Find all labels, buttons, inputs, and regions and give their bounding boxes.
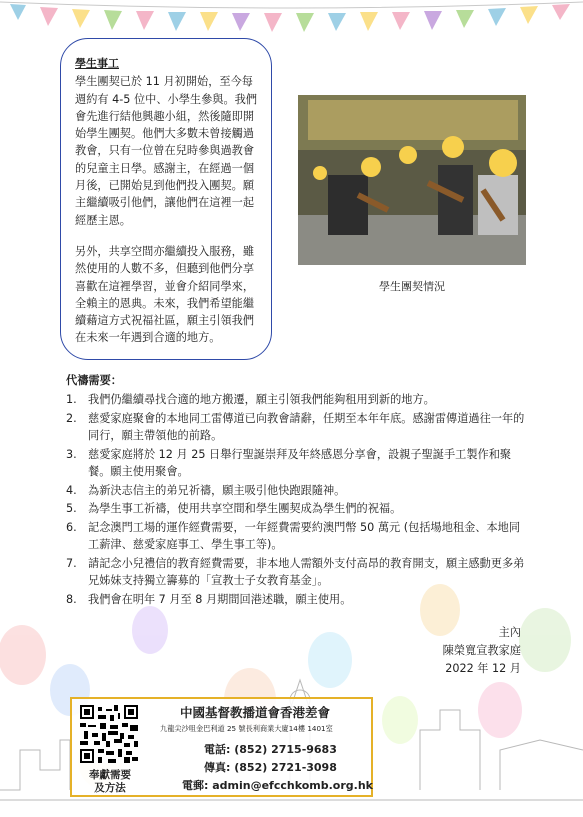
item-number: 1. <box>66 393 77 406</box>
organization-name: 中國基督教播道會香港差會 <box>180 705 331 720</box>
bunting-decoration <box>0 0 583 40</box>
item-text: 為學生事工祈禱，使用共享空間和學生團契成為學生們的祝福。 <box>88 502 402 515</box>
list-item <box>66 391 526 409</box>
item-number: 5. <box>66 502 77 515</box>
item-number: 8. <box>66 592 77 606</box>
phone-number: 電話: (852) 2715-9683 <box>204 743 337 756</box>
list-item <box>66 555 526 590</box>
signature-salutation: 主內 <box>498 626 521 639</box>
contact-box <box>70 697 373 797</box>
organization-address: 九龍尖沙咀金巴利道 25 號長利商業大廈14樓 1401室 <box>160 724 333 733</box>
list-item <box>66 591 526 609</box>
email-address[interactable]: 電郵: admin@efcchkomb.org.hk <box>182 779 373 792</box>
student-fellowship-photo <box>298 95 526 265</box>
item-text: 為新決志信主的弟兄祈禱，願主吸引他快跑跟隨神。 <box>88 483 346 497</box>
item-number: 6. <box>66 520 77 534</box>
prayer-list <box>66 391 526 608</box>
list-item <box>66 482 526 500</box>
donation-label-line-1: 奉獻需要 <box>89 769 131 781</box>
student-ministry-paragraph-1: 學生團契已於 11 月初開始，至今每週約有 4-5 位中、小學生參與。我們會先進行結他興趣小組，然後隨即開始學生團契。他們大多數未曾接觸過教會，只有一位曾在兒時參與過教會的兒童主日學。感謝主，在經過一個月後，已開始見到他們投入團契。願主繼續吸引他們，讓他們在這裡一起經歷主恩。 <box>75 75 258 227</box>
student-ministry-title: 學生事工 <box>75 57 119 70</box>
item-text: 慈愛家庭聚會的本地同工雷傳道已向教會請辭，任期至本年年底。感謝雷傳道過往一年的同行，願主帶領他的前路。 <box>88 411 525 442</box>
item-number: 4. <box>66 483 77 497</box>
signature-date: 2022 年 12 月 <box>445 662 521 675</box>
qr-code-icon[interactable] <box>80 705 138 763</box>
prayer-title: 代禱需要： <box>66 374 122 387</box>
prayer-requests <box>66 372 526 609</box>
signature-name: 陳榮寬宣教家庭 <box>442 644 521 657</box>
item-text: 慈愛家庭將於 12 月 25 日舉行聖誕崇拜及年終感恩分享會，設親子聖誕手工製作和聚餐。願主使用聚會。 <box>88 447 512 478</box>
student-ministry-paragraph-2: 另外，共享空間亦繼續投入服務，雖然使用的人數不多，但聽到他們分享喜歡在這裡學習，並會介紹同學來，全賴主的恩典。未來，我們希望能繼續藉這方式祝福社區，願主引領我們在未來一年遇到合適的地方。 <box>75 244 255 345</box>
list-item <box>66 410 526 445</box>
donation-label[interactable] <box>76 769 144 795</box>
item-number: 2. <box>66 411 77 425</box>
item-text: 請記念小兒禮信的教育經費需要，非本地人需額外支付高昂的教育開支，願主感動更多弟兄姊妹支持獨立籌募的「宣教士子女教育基金」。 <box>88 556 525 587</box>
student-ministry-box <box>60 38 272 360</box>
item-text: 我們會在明年 7 月至 8 月期間回港述職，願主使用。 <box>88 592 352 606</box>
fax-number: 傳真: (852) 2721-3098 <box>204 761 337 774</box>
list-item <box>66 500 526 518</box>
item-number: 7. <box>66 556 77 570</box>
photo-caption: 學生團契情況 <box>379 280 445 293</box>
item-text: 記念澳門工場的運作經費需要，一年經費需要約澳門幣 50 萬元 (包括場地租金、本地同工薪津、慈愛家庭事工、學生事工等)。 <box>88 520 521 551</box>
item-number: 3. <box>66 447 77 461</box>
item-text: 我們仍繼續尋找合適的地方搬遷，願主引領我們能夠租用到新的地方。 <box>88 393 435 406</box>
signature-block <box>443 624 521 678</box>
donation-label-line-2: 及方法 <box>94 782 126 794</box>
list-item <box>66 519 526 554</box>
list-item <box>66 446 526 481</box>
